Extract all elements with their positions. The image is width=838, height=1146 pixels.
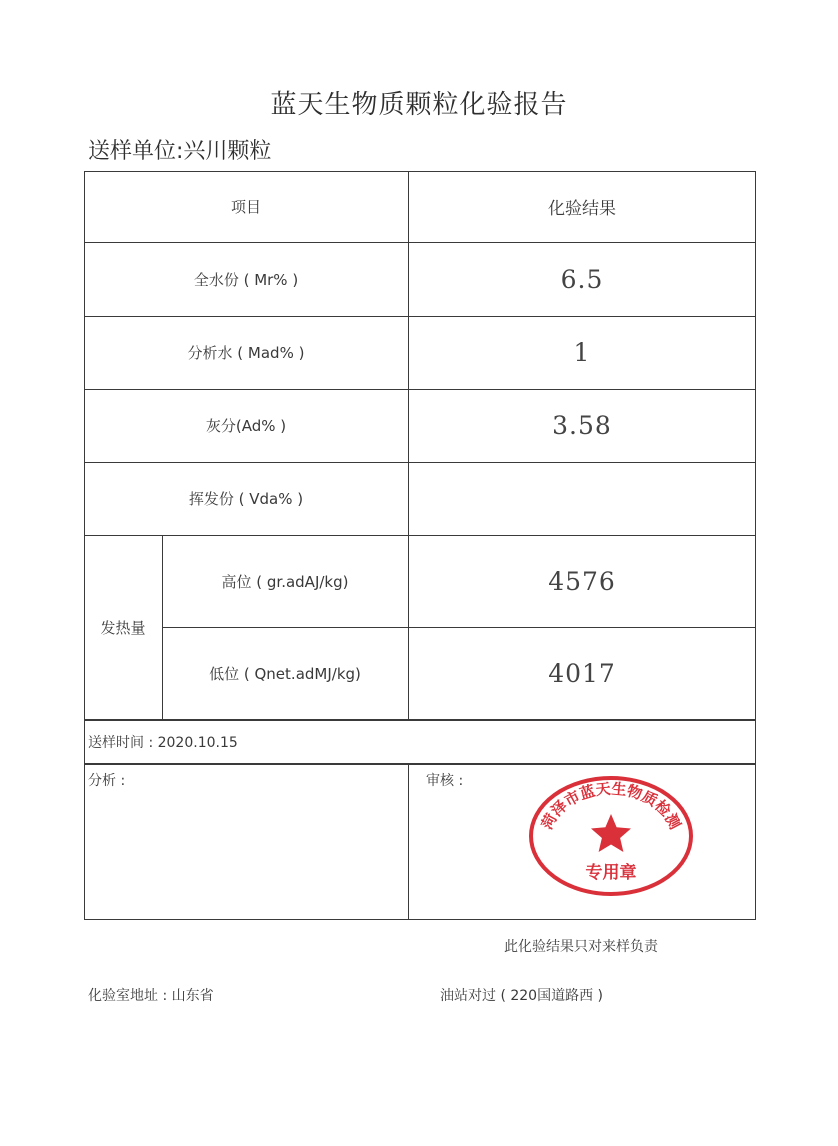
analysis-label: 分析 :	[88, 773, 126, 789]
lab-address-tail: 油站对过 ( 220国道路西 )	[440, 988, 603, 1004]
report-title: 蓝天生物质颗粒化验报告	[270, 90, 568, 120]
row-value-qnet: 4017	[548, 659, 616, 688]
row-value-mad: 1	[573, 338, 591, 367]
lab-address: 化验室地址 : 山东省	[88, 988, 214, 1004]
column-divider	[408, 764, 409, 920]
review-label: 审核 :	[426, 773, 464, 789]
stamp-subtitle: 专用章	[585, 863, 637, 883]
row-label-qnet: 低位 ( Qnet.adMJ/kg)	[209, 665, 361, 683]
header-result: 化验结果	[548, 199, 616, 219]
row-label-mad: 分析水 ( Mad% )	[187, 344, 305, 362]
row-value-gr: 4576	[548, 566, 616, 596]
row-label-gr: 高位 ( gr.adAJ/kg)	[221, 572, 349, 591]
row-label-mr: 全水份 ( Mr% )	[193, 270, 299, 289]
row-value-ad: 3.58	[552, 411, 612, 440]
sender-unit: 送样单位:兴川颗粒	[88, 139, 272, 164]
row-label-ad: 灰分(Ad% )	[205, 417, 287, 435]
row-value-mr: 6.5	[560, 264, 604, 294]
row-label-vda: 挥发份 ( Vda% )	[188, 490, 304, 508]
star-icon	[591, 814, 631, 852]
row-value-vda	[408, 462, 756, 535]
header-item: 项目	[230, 198, 261, 216]
sample-time: 送样时间 : 2020.10.15	[88, 735, 238, 751]
stamp-arc-text: 菏泽市蓝天生物质检测	[537, 779, 685, 833]
heat-group-label: 发热量	[100, 619, 146, 637]
official-stamp	[527, 774, 695, 898]
disclaimer: 此化验结果只对来样负责	[504, 939, 658, 955]
